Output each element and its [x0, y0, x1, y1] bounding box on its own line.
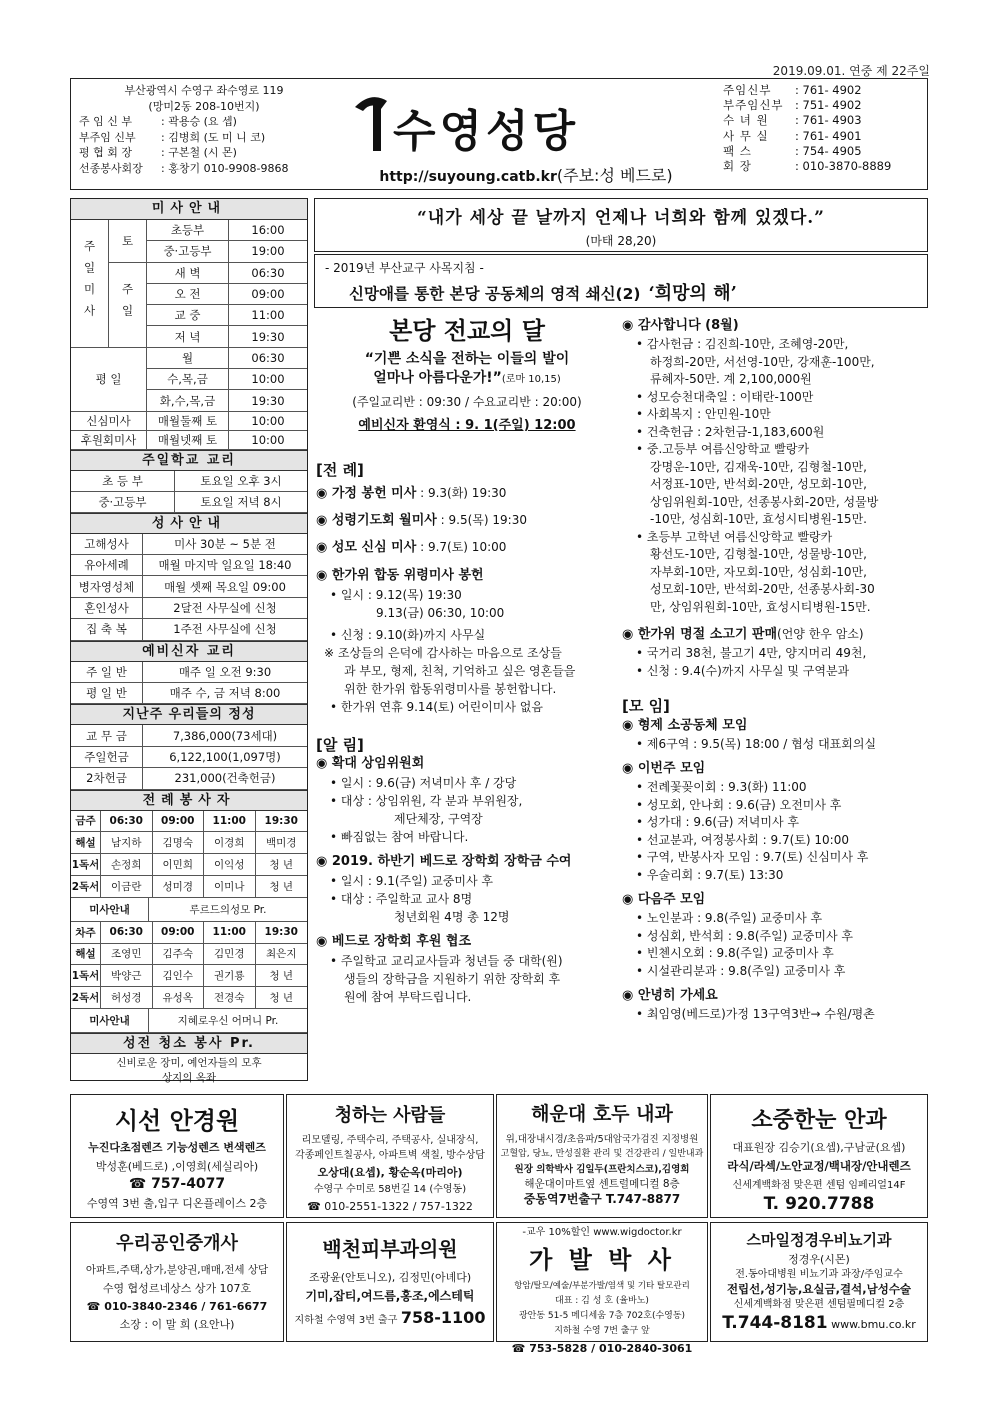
cell: 초 등 부: [71, 471, 175, 492]
detail-line: 9.13(금) 06:30, 10:00: [376, 606, 505, 620]
sacrament-table: [71, 534, 307, 641]
detail-line: • 대상 : 주일학교 교사 8명: [330, 892, 473, 906]
meeting-heading: [모 임]: [622, 697, 670, 715]
cell: 매월 마지막 일요일 18:40: [143, 555, 307, 576]
cell: 혼인성사: [71, 598, 143, 619]
cell: 전경숙: [204, 987, 256, 1009]
cleaning-heading: 성전 청소 봉사 Pr.: [71, 1033, 307, 1054]
cell: 10:00: [229, 412, 307, 431]
sacrament-heading: 성사안내: [71, 513, 307, 534]
schedule-sidebar: [70, 198, 308, 1084]
cell: 청 년: [256, 876, 308, 898]
cell: 주 일 반: [71, 662, 143, 683]
staff-line: 주 임 신 부 : 곽용승 (요 셉): [79, 115, 237, 128]
thanks-title: ◉ 감사합니다 (8월): [622, 318, 739, 333]
cell: 박양근: [101, 965, 153, 987]
detail-line: • 성모회, 안나회 : 9.6(금) 오전미사 후: [636, 797, 842, 812]
bulletin-name: (주보:성 베드로): [556, 166, 673, 185]
cross-emblem-icon: [351, 87, 391, 157]
detail-line: 과 부모, 형제, 친척, 기억하고 싶은 영혼들을: [344, 664, 576, 678]
cell: 조영민: [101, 944, 153, 966]
mass-guide-this-week: [71, 898, 307, 922]
cell: 토요일 오후 3시: [175, 471, 307, 492]
notice-heading: [알 림]: [316, 736, 364, 754]
cell: 유아세례: [71, 555, 143, 576]
thanks-line: 류혜자-50만. 계 2,100,000원: [650, 372, 812, 386]
cell: 이민희: [153, 854, 205, 876]
sunday-school-table: [71, 471, 307, 513]
thanks-line: • 건축헌금 : 2차헌금-1,183,600원: [636, 424, 825, 439]
beef-sale-title: ◉ 한가위 명절 소고기 판매(언양 한우 암소): [622, 627, 864, 642]
address-line: 부산광역시 수영구 좌수영로 119: [124, 84, 284, 97]
cell: 11:00: [204, 922, 256, 944]
phone-row: 회 장 : 010-3870-8889: [723, 159, 892, 174]
ad-urology: 스마일정경우비뇨기과 정경우(시몬) 전.동아대병원 비뇨기과 과장/주임교수 전립선,성기능,요실금,결석,남성수술 신세계백화점 맞은편 센텀필메디컬 2층 T.744-8181 www.bmu.co.kr: [710, 1222, 928, 1342]
detail-line: 원에 참여 부탁드립니다.: [344, 990, 472, 1004]
liturgy-item: ◉ 성모 신심 미사 : 9.7(토) 10:00: [316, 540, 507, 555]
meeting-item-title: ◉ 이번주 모임: [622, 761, 706, 776]
detail-line: • 시설관리분과 : 9.8(주일) 교중미사 후: [636, 963, 846, 978]
cell: 16:00: [229, 220, 307, 241]
cell: 1독서: [71, 854, 101, 876]
parish-address-block: [79, 83, 329, 176]
cell: 김주숙: [153, 944, 205, 966]
phone-row: 팩 스 : 754- 4905: [723, 143, 862, 158]
cell: 성미경: [153, 876, 205, 898]
cell: 1독서: [71, 965, 101, 987]
thanks-line: 서정표-10만, 반석회-20만, 성모회-10만,: [650, 477, 867, 491]
cell: 김인수: [153, 965, 205, 987]
detail-line: • 신청 : 9.4(수)까지 사무실 및 구역분과: [636, 663, 850, 678]
cell: 09:00: [229, 284, 307, 305]
detail-line: • 신청 : 9.10(화)까지 사무실: [330, 628, 486, 642]
special-mass-table: [71, 412, 307, 450]
notice-item-title: ◉ 확대 상임위원회: [316, 756, 425, 771]
cell: 교 무 금: [71, 725, 143, 746]
cell: 후원회미사: [71, 431, 147, 450]
cell: 청 년: [256, 987, 308, 1009]
motto-emphasis: ‘희망의 해’: [648, 283, 737, 304]
cell: 백미경: [256, 832, 308, 854]
staff-line: 부주임 신부 : 김병희 (도 미 니 코): [79, 130, 266, 144]
liturgy-item: ◉ 성령기도회 월미사 : 9.5(목) 19:30: [316, 513, 527, 528]
cell: 19:30: [256, 811, 308, 833]
cell: 차주: [71, 922, 101, 944]
cell: 19:30: [229, 390, 307, 411]
cell: 허성경: [101, 987, 153, 1009]
ad-realtor: 우리공인중개사 아파트,주택,상가,분양권,매매,전세 상담 수영 협성르네상스 상가 107호 ☎ 010-3840-2346 / 761-6677 소장 : 이 말 희 (요안나): [70, 1222, 284, 1342]
detail-line: ※ 조상들의 은덕에 감사하는 마음으로 조상들: [324, 646, 562, 660]
cell: 231,000(건축헌금): [143, 768, 307, 789]
detail-line: • 제6구역 : 9.5(목) 18:00 / 협성 대표회의실: [636, 736, 877, 751]
cell: 화,수,목,금: [147, 390, 229, 411]
detail-line: • 우술리회 : 9.7(토) 13:30: [636, 867, 784, 882]
servers-this-week-table: [71, 811, 307, 898]
mass-schedule-table: [71, 220, 307, 412]
phone-row: 수 녀 원 : 761- 4903: [723, 113, 862, 128]
cell: 주일헌금: [71, 747, 143, 768]
mission-month-title: 본당 전교의 달: [389, 317, 545, 345]
cell: 1주전 사무실에 신청: [143, 619, 307, 640]
cell: 6,122,100(1,097명): [143, 747, 307, 768]
thanks-line: 만, 상임위원회-10만, 효성시티병원-15만.: [650, 599, 871, 614]
staff-line: 평 협 회 장 : 구본철 (시 몬): [79, 146, 237, 159]
cell: 미사 30분 ~ 5분 전: [143, 534, 307, 555]
thanks-line: 자부회-10만, 자모회-10만, 성심회-10만,: [650, 564, 867, 579]
cell: 미사안내: [71, 1009, 149, 1033]
ad-optician: 시선 안경원 누진다초점렌즈 기능성렌즈 변색렌즈 박성훈(베드로) ,이영희(세실리아) ☎ 757-4077 수영역 3번 출,입구 디온플레이스 2층: [70, 1094, 284, 1218]
cell: 19:00: [229, 241, 307, 262]
liturgy-item: ◉ 가정 봉헌 미사 : 9.3(화) 19:30: [316, 486, 507, 501]
cleaning-line: 상지의 옥좌: [161, 1071, 217, 1084]
mission-verse: “기쁜 소식을 전하는 이들의 발이: [364, 351, 570, 367]
motto-caption: - 2019년 부산교구 사목지침 -: [325, 261, 484, 275]
cell: 19:30: [229, 326, 307, 347]
cell: 김명숙: [153, 832, 205, 854]
cell: 오 전: [147, 284, 229, 305]
ad-interior: 청하는 사람들 리모델링, 주택수리, 주택공사, 실내장식, 각종페인트칠공사, 아파트벽 색칠, 방수상담 오상대(요셉), 황순옥(마리아) 수영구 수미로 58번길 14 (수영동) ☎ 010-2551-1322 / 757-1322: [286, 1094, 494, 1218]
ad-internal-medicine: 해운대 호두 내과 위,대장내시경/초음파/5대암국가검진 지정병원 고혈압, 당뇨, 만성질환 관리 및 건강관리 / 일반내과 원장 의학박사 김일두(프란치스코),김영희 해운대이마트옆 센트럴메디컬 8층 중동역7번출구 T.747-8877: [496, 1094, 708, 1218]
weekday-label: 평 일: [71, 348, 147, 412]
scripture-reference: (마태 28,20): [585, 234, 657, 248]
detail-line: 청년회원 4명 총 12명: [394, 910, 510, 924]
cell: 09:00: [153, 811, 205, 833]
website-link[interactable]: http://suyoung.catb.kr: [379, 169, 557, 185]
detail-line: • 일시 : 9.12(목) 19:30: [330, 588, 462, 602]
cell: 7,386,000(73세대): [143, 725, 307, 746]
detail-line: • 성심회, 반석회 : 9.8(주일) 교중미사 후: [636, 928, 853, 943]
cell: 청 년: [256, 854, 308, 876]
detail-line: • 최임영(베드로)가정 13구역3반→ 수원/평촌: [636, 1007, 875, 1021]
cell: 매주 일 오전 9:30: [143, 662, 307, 683]
ad-eye-clinic: 소중한눈 안과 대표원장 김승기(요셉),구남균(요셉) 라식/라섹/노안교정/백내장/안내렌즈 신세계백화점 맞은편 센텀 임페리얼14F T. 920.7788: [710, 1094, 928, 1218]
cell: 최은지: [256, 944, 308, 966]
saturday-label: 토: [109, 220, 147, 263]
detail-line: • 국거리 38천, 불고기 4만, 양지머리 49천,: [636, 646, 867, 660]
scripture-quote-box: [314, 198, 928, 252]
motto-line: 신망애를 통한 본당 공동체의 영적 쇄신(2) ‘희망의 해’: [349, 283, 737, 304]
detail-line: • 일시 : 9.6(금) 저녁미사 후 / 강당: [330, 776, 517, 790]
scripture-quote: “내가 세상 끝 날까지 언제나 너희와 함께 있겠다.”: [417, 208, 825, 228]
address-line: (망미2동 208-10번지): [148, 99, 260, 113]
farewell-title: ◉ 안녕히 가세요: [622, 988, 718, 1003]
detail-line: • 노인분과 : 9.8(주일) 교중미사 후: [636, 911, 823, 925]
offering-heading: 지난주 우리들의 정성: [71, 704, 307, 725]
detail-line: • 빈첸시오회 : 9.8(주일) 교중미사 후: [636, 946, 834, 960]
cell: 2독서: [71, 876, 101, 898]
cell: 매월 셋째 목요일 09:00: [143, 576, 307, 597]
cell: 청 년: [256, 965, 308, 987]
notice-item-title: ◉ 베드로 장학회 후원 협조: [316, 934, 472, 949]
servers-next-week-table: [71, 922, 307, 1009]
phone-row: 사 무 실 : 761- 4901: [723, 128, 862, 143]
cell: 고해성사: [71, 534, 143, 555]
catechumen-table: [71, 662, 307, 705]
cell: 지혜로우신 어머니 Pr.: [149, 1009, 307, 1033]
mission-verse: 얼마나 아름다운가!”(로마 10,15): [373, 370, 561, 386]
detail-line: • 성가대 : 9.6(금) 저녁미사 후: [636, 815, 799, 829]
cell: 2독서: [71, 987, 101, 1009]
offering-table: [71, 725, 307, 789]
cell: 06:30: [101, 811, 153, 833]
cell: 19:30: [256, 922, 308, 944]
cell: 이경희: [204, 832, 256, 854]
detail-line: • 한가위 연휴 9.14(토) 어린이미사 없음: [330, 700, 543, 714]
meeting-item-title: ◉ 다음주 모임: [622, 892, 706, 907]
catechism-times: (주일교리반 : 09:30 / 수요교리반 : 20:00): [352, 395, 582, 409]
cell: 이금란: [101, 876, 153, 898]
servers-heading: 전례봉사자: [71, 790, 307, 811]
detail-line: • 선교분과, 여정봉사회 : 9.7(토) 10:00: [636, 832, 849, 847]
cell: 김민경: [204, 944, 256, 966]
cell: 신심미사: [71, 412, 147, 431]
cell: 손정희: [101, 854, 153, 876]
cell: 10:00: [229, 369, 307, 390]
cleaning-groups: [71, 1054, 307, 1086]
cell: 2달전 사무실에 신청: [143, 598, 307, 619]
notice-item-title: ◉ 2019. 하반기 베드로 장학회 장학금 수여: [316, 854, 572, 869]
sunday-mass-label: 주일미사: [71, 220, 109, 348]
cell: 교 중: [147, 305, 229, 326]
website-line: [341, 163, 711, 186]
cell: 06:30: [229, 263, 307, 284]
cell: 매월둘째 토: [147, 412, 229, 431]
detail-line: 제단체장, 구역장: [394, 812, 483, 826]
cell: 토요일 저녁 8시: [175, 492, 307, 513]
detail-line: • 빠짐없는 참여 바랍니다.: [330, 830, 469, 844]
cell: 매월넷째 토: [147, 431, 229, 450]
ad-dermatology: 백천피부과의원 조광윤(안토니오), 김정민(아녜다) 기미,잡티,여드름,홍조,에스테틱 지하철 수영역 3번 출구 758-1100: [286, 1222, 494, 1342]
phone-row: 부주임신부 : 751- 4902: [723, 98, 862, 113]
welcome-ceremony: 예비신자 환영식 : 9. 1(주일) 12:00: [358, 418, 576, 433]
cell: 권기룡: [204, 965, 256, 987]
sunday-label: 주일: [109, 263, 147, 348]
pastoral-motto-box: [314, 254, 928, 308]
cell: 중·고등부: [147, 241, 229, 262]
cell: 이미나: [204, 876, 256, 898]
detail-line: • 전례꽃꽂이회 : 9.3(화) 11:00: [636, 780, 807, 794]
cleaning-line: 신비로운 장미, 예언자들의 모후: [116, 1056, 262, 1069]
thanks-line: • 성모승천대축일 : 이태란-100만: [636, 389, 814, 404]
masthead: [70, 78, 928, 190]
cell: 중·고등부: [71, 492, 175, 513]
thanks-line: • 사회복지 : 안민원-10만: [636, 407, 771, 421]
thanks-line: 성모회-10만, 반석회-20만, 선종봉사회-30: [650, 582, 875, 596]
phone-directory: [723, 83, 923, 174]
meeting-item-title: ◉ 형제 소공동체 모임: [622, 717, 748, 733]
cell: 새 벽: [147, 263, 229, 284]
thanks-line: • 초등부 고학년 여름신앙학교 빨랑카: [636, 529, 833, 544]
parish-logo: [341, 79, 711, 191]
cell: 06:30: [229, 348, 307, 369]
detail-line: 위한 한가위 합동위령미사를 봉헌합니다.: [344, 682, 557, 696]
detail-line: 생들의 장학금을 지원하기 위한 장학회 후: [344, 972, 561, 986]
mass-guide-next-week: [71, 1009, 307, 1033]
thanks-line: 황선도-10만, 김형철-10만, 성물방-10만,: [650, 547, 867, 561]
liturgy-heading: [전 례]: [316, 461, 364, 479]
cell: 이익성: [204, 854, 256, 876]
cell: 평 일 반: [71, 683, 143, 704]
cell: 해설: [71, 832, 101, 854]
cell: 집 축 복: [71, 619, 143, 640]
cell: 금주: [71, 811, 101, 833]
ad-wig-shop: -교우 10%할인 www.wigdoctor.kr 가 발 박 사 항암/탈모/예술/부분가발/염색 및 기타 탈모관리 대표 : 김 성 호 (율바노) 광안동 51-5 메디세움 7층 702호(수영동) 지하철 수영 7번 출구 앞 ☎ 753-5828 / 010-2840-3061: [496, 1222, 708, 1342]
cell: 초등부: [147, 220, 229, 241]
cell: 2차헌금: [71, 768, 143, 789]
right-news-column: [622, 316, 928, 1024]
cell: 해설: [71, 944, 101, 966]
staff-line: 선종봉사회장 : 홍창기 010-9908-9868: [79, 161, 289, 175]
cell: 11:00: [204, 811, 256, 833]
thanks-line: -10만, 성심회-10만, 효성시티병원-15만.: [650, 512, 867, 526]
detail-line: • 일시 : 9.1(주일) 교중미사 후: [330, 874, 493, 888]
cell: 남지하: [101, 832, 153, 854]
thanks-line: 상임위원회-10만, 선종봉사회-20만, 성물방: [650, 494, 879, 509]
cell: 미사안내: [71, 898, 149, 922]
thanks-line: • 중.고등부 여름신앙학교 빨랑카: [636, 442, 810, 456]
cell: 10:00: [229, 431, 307, 450]
urology-website-link[interactable]: www.bmu.co.kr: [831, 1318, 916, 1331]
cell: 매주 수, 금 저녁 8:00: [143, 683, 307, 704]
sunday-school-heading: 주일학교 교리: [71, 450, 307, 471]
cell: 09:00: [153, 922, 205, 944]
cell: 루르드의성모 Pr.: [149, 898, 307, 922]
middle-news-column: [316, 316, 618, 1006]
cell: 저 녁: [147, 326, 229, 347]
parish-name-logo: 수영성당: [393, 106, 580, 157]
chuseok-memorial-mass-title: ◉ 한가위 합동 위령미사 봉헌: [316, 568, 484, 583]
thanks-line: • 감사헌금 : 김진희-10만, 조혜영-20만,: [636, 337, 849, 351]
thanks-line: 강명운-10만, 김재욱-10만, 김형철-10만,: [650, 459, 867, 474]
issue-date: 2019.09.01. 연중 제 22주일: [772, 64, 930, 78]
mass-schedule-heading: 미사안내: [71, 199, 307, 220]
cell: 월: [147, 348, 229, 369]
cell: 유성옥: [153, 987, 205, 1009]
catechumen-heading: 예비신자 교리: [71, 641, 307, 662]
cell: 수,목,금: [147, 369, 229, 390]
cell: 11:00: [229, 305, 307, 326]
phone-row: 주임신부 : 761- 4902: [723, 83, 862, 97]
cell: 06:30: [101, 922, 153, 944]
detail-line: • 대상 : 상임위원, 각 분과 부위원장,: [330, 794, 523, 808]
detail-line: • 주일학교 교리교사들과 청년들 중 대학(원): [330, 954, 563, 968]
cell: 병자영성체: [71, 576, 143, 597]
thanks-line: 하정희-20만, 서선영-10만, 강재훈-100만,: [650, 354, 875, 369]
detail-line: • 구역, 반봉사자 모임 : 9.7(토) 신심미사 후: [636, 850, 869, 864]
